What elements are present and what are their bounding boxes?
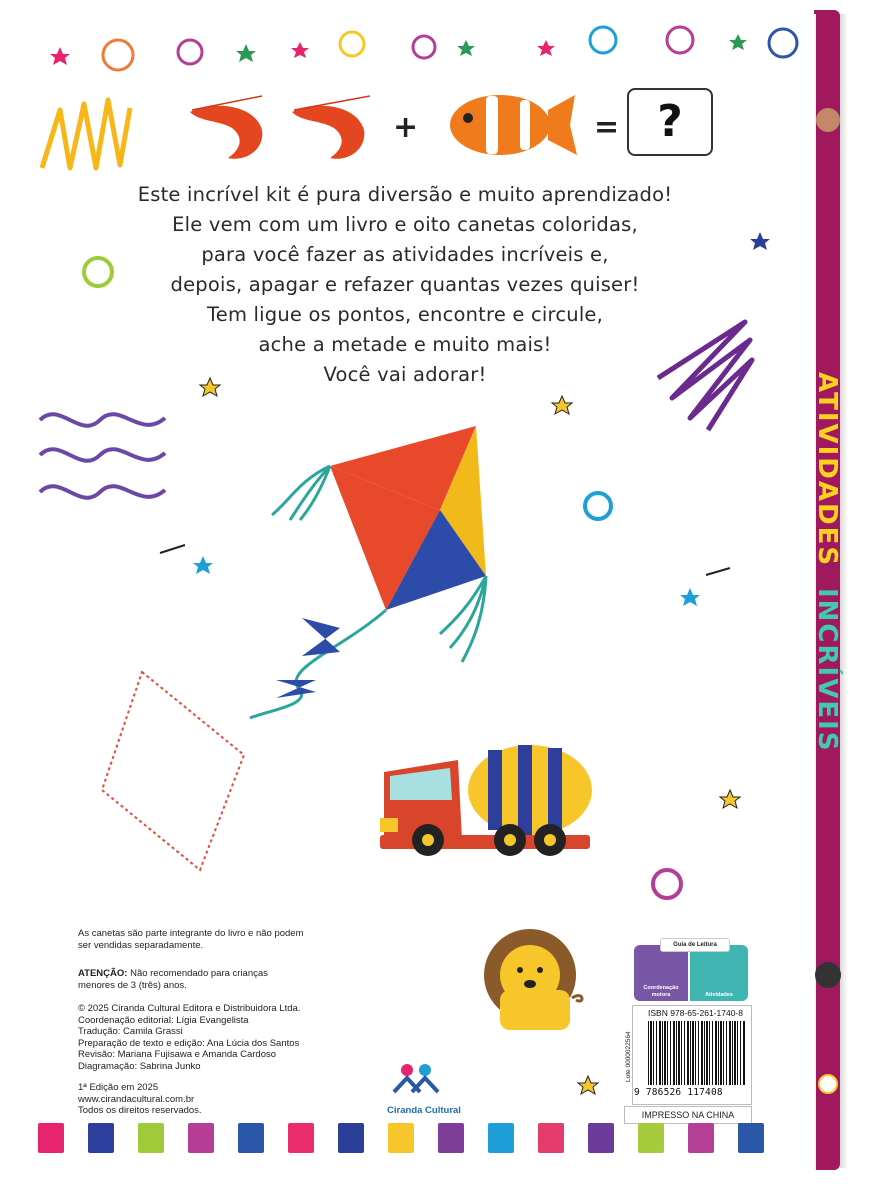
blurb-line: para você fazer as atividades incríveis e, <box>201 243 609 266</box>
strip-square <box>438 1123 464 1153</box>
strip-square <box>38 1123 64 1153</box>
scribble-icon <box>769 29 797 57</box>
attention-note <box>78 968 268 991</box>
publisher-logo <box>394 1064 438 1092</box>
strip-square <box>388 1123 414 1153</box>
guide-activities <box>690 945 748 1001</box>
guide-caption-line: Coordenação <box>643 985 679 991</box>
answer-box: ? <box>627 88 713 156</box>
scribble-icon <box>103 40 133 70</box>
edition: 1ª Edição em 2025 <box>78 1082 159 1093</box>
star-icon <box>236 44 256 62</box>
scribble-icon <box>340 32 364 56</box>
wavy-line <box>40 486 165 498</box>
strip-square <box>338 1123 364 1153</box>
blurb-line: Você vai adorar! <box>323 363 487 386</box>
star-icon <box>750 232 770 250</box>
star-icon <box>552 396 572 414</box>
yellow-zigzag <box>42 100 130 168</box>
dotted-diamond <box>102 672 244 870</box>
pens-note <box>78 928 304 951</box>
lion-illustration <box>484 929 582 1030</box>
star-icon <box>720 790 740 808</box>
strip-square <box>688 1123 714 1153</box>
credit-line: Tradução: Camila Grassi <box>78 1026 183 1037</box>
strip-square <box>738 1123 764 1153</box>
credit-line: Diagramação: Sabrina Junko <box>78 1060 201 1072</box>
scribble-icon <box>178 40 202 64</box>
strip-square <box>88 1123 114 1153</box>
strip-square <box>288 1123 314 1153</box>
attention-text: menores de 3 (três) anos. <box>78 979 187 991</box>
blurb-text <box>70 180 740 390</box>
credit-line: Preparação de texto e edição: Ana Lúcia dos Santos <box>78 1037 300 1049</box>
scribble-icon <box>585 493 611 519</box>
rights: Todos os direitos reservados. <box>78 1105 202 1116</box>
sparkle-line <box>160 545 185 553</box>
spine-title-word2: INCRÍVEIS <box>812 587 842 753</box>
barcode-digits: 9 786526 117408 <box>634 1087 723 1098</box>
star-icon <box>729 34 747 50</box>
star-icon <box>578 1076 598 1094</box>
strip-square <box>588 1123 614 1153</box>
kite-illustration <box>250 426 486 718</box>
top-row-decorations <box>50 27 797 70</box>
blurb-line: Ele vem com um livro e oito canetas coloridas, <box>172 213 638 236</box>
attention-text: Não recomendado para crianças <box>127 968 268 979</box>
scribble-icon <box>667 27 693 53</box>
guide-motor-coordination <box>634 945 688 1001</box>
star-icon <box>291 42 309 58</box>
star-icon <box>193 556 213 574</box>
edition-info <box>78 1082 202 1117</box>
scribble-icon <box>653 870 681 898</box>
blurb-line: Tem ligue os pontos, encontre e circule, <box>206 303 604 326</box>
wavy-line <box>40 414 165 426</box>
star-icon <box>680 588 700 606</box>
guide-label: Guia de Leitura <box>660 938 730 952</box>
spine-figure <box>816 108 840 132</box>
sparkle-line <box>706 568 730 575</box>
printed-in: IMPRESSO NA CHINA <box>624 1106 752 1124</box>
credit-line: Revisão: Mariana Fujisawa e Amanda Cardoso <box>78 1049 277 1060</box>
credits <box>78 1003 300 1072</box>
strip-square <box>538 1123 564 1153</box>
star-icon <box>50 47 70 65</box>
wavy-line <box>40 449 165 461</box>
shrimp-icon <box>292 96 370 159</box>
clownfish-icon <box>450 95 577 155</box>
scribble-icon <box>413 36 435 58</box>
guide-caption <box>634 985 688 998</box>
blurb-line: depois, apagar e refazer quantas vezes quiser! <box>170 273 640 296</box>
cement-truck-illustration <box>380 745 592 856</box>
website-link[interactable]: www.cirandacultural.com.br <box>78 1093 195 1105</box>
strip-square <box>238 1123 264 1153</box>
isbn-number: ISBN 978-65-261-1740-8 <box>648 1008 743 1018</box>
pens-note-line: As canetas são parte integrante do livro e não podem <box>78 928 304 939</box>
attention-label: ATENÇÃO: <box>78 968 128 979</box>
pens-note-line: ser vendidas separadamente. <box>78 939 204 951</box>
scribble-icon <box>590 27 616 53</box>
star-icon <box>457 40 475 56</box>
equals-sign: = <box>594 110 620 145</box>
plus-sign: + <box>393 110 419 145</box>
guide-caption-line: motora <box>651 991 671 998</box>
strip-square <box>638 1123 664 1153</box>
star-icon <box>537 40 555 56</box>
publisher-name: Ciranda Cultural <box>387 1105 461 1116</box>
strip-square <box>488 1123 514 1153</box>
strip-square <box>138 1123 164 1153</box>
barcode-bars <box>648 1021 746 1085</box>
spine-logo <box>819 1075 837 1093</box>
credit-line: Coordenação editorial: Lígia Evangelista <box>78 1014 249 1026</box>
lote-number: Lote 0000022564 <box>625 1031 632 1082</box>
shrimp-icon <box>190 96 262 159</box>
blurb-line: ache a metade e muito mais! <box>258 333 552 356</box>
guide-caption: Atividades <box>705 991 733 998</box>
spine-figure <box>815 962 841 988</box>
copyright: © 2025 Ciranda Cultural Editora e Distribuidora Ltda. <box>78 1003 301 1014</box>
spine-title-word1: ATIVIDADES <box>812 371 842 567</box>
strip-square <box>188 1123 214 1153</box>
blurb-line: Este incrível kit é pura diversão e muito aprendizado! <box>137 183 673 206</box>
